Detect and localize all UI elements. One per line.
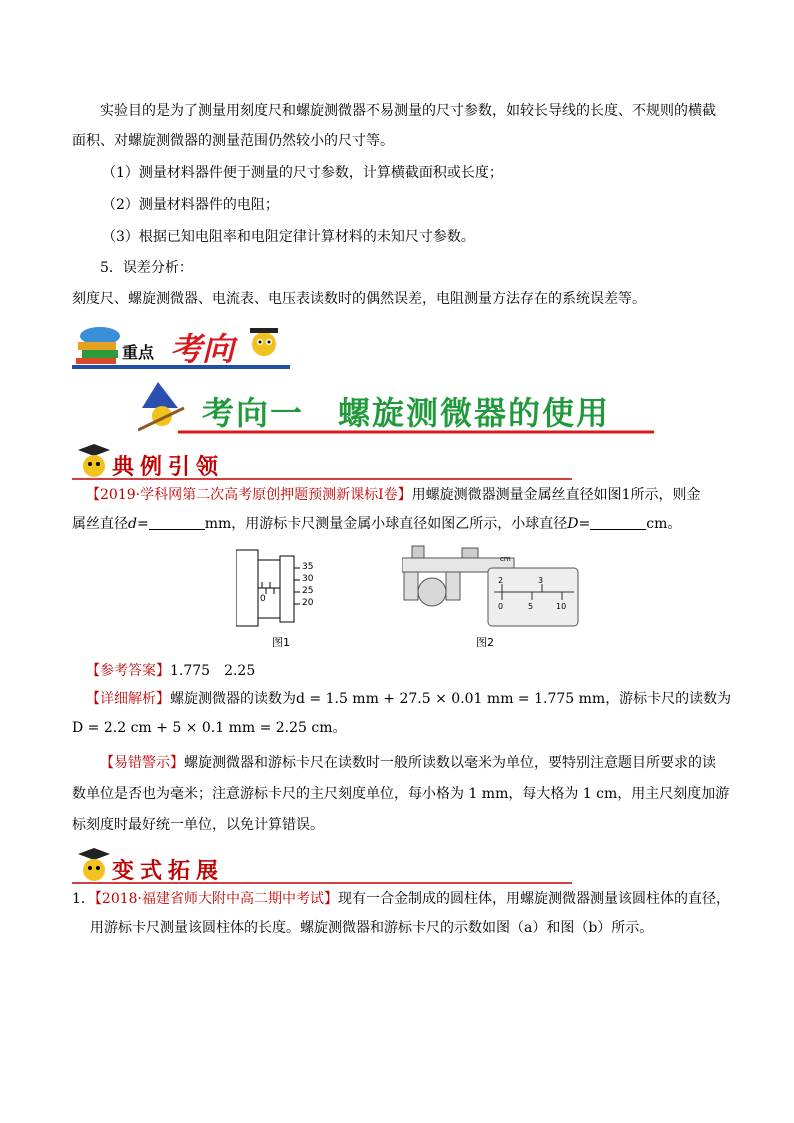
intro-line-2: 面积、对螺旋测微器的测量范围仍然较小的尺寸等。	[72, 133, 394, 149]
analysis-text-2: ，游标卡尺的读数为	[605, 691, 732, 707]
analysis-text-3: 。	[332, 720, 347, 736]
exercise-line-2: 用游标卡尺测量该圆柱体的长度。螺旋测微器和游标卡尺的示数如图（a）和图（b）所示。	[90, 920, 654, 936]
exercise-source: 【2018·福建省师大附中高二期中考试】	[94, 891, 339, 907]
caliper-figure	[402, 540, 582, 630]
analysis-line-2	[72, 718, 347, 738]
warning-label: 【易错警示】	[100, 755, 184, 771]
answer-blank-d[interactable]	[149, 515, 205, 530]
example-line-2	[72, 514, 681, 534]
analysis-label: 【详细解析】	[86, 691, 170, 707]
key-big-text: 考向	[170, 330, 235, 368]
micrometer-figure	[236, 546, 322, 628]
warning-line-3: 标刻度时最好统一单位，以免计算错误。	[72, 817, 324, 833]
answer-text: 1.775 2.25	[170, 663, 256, 679]
micro-zero: 0	[260, 594, 266, 604]
warning-line-1	[100, 753, 716, 773]
warning-line-2: 数单位是否也为毫米；注意游标卡尺的主尺刻度单位，每小格为 1 mm，每大格为 1 cm，用主尺刻度加游	[72, 786, 730, 802]
exercise-number: 1．	[72, 891, 95, 907]
variant-extension-banner	[72, 846, 572, 886]
equals-d: =	[136, 516, 149, 532]
micro-tick-30: 30	[302, 574, 314, 584]
section-5-text: 刻度尺、螺旋测微器、电流表、电压表读数时的偶然误差，电阻测量方法存在的系统误差等。	[72, 291, 646, 307]
answer-line	[86, 661, 255, 681]
section-5-heading: 5．误差分析：	[100, 260, 193, 276]
analysis-text-1: 螺旋测微器的读数为	[170, 691, 296, 707]
var-d: d	[128, 516, 137, 532]
micro-tick-20: 20	[302, 598, 314, 608]
key-small-text: 重点	[122, 343, 155, 362]
caliper-diagram	[402, 540, 582, 630]
example-lead-text: 典例引领	[112, 455, 225, 480]
variant-extension-text: 变式拓展	[112, 859, 225, 884]
example-question-a: 用螺旋测微器测量金属丝直径如图1所示，则金	[411, 487, 701, 503]
caliper-vern-0: 0	[498, 602, 504, 611]
example-line-1	[86, 485, 701, 505]
key-direction-banner	[72, 320, 290, 370]
exercise-line-1	[72, 889, 730, 909]
analysis-formula-1: d = 1.5 mm + 27.5 × 0.01 mm = 1.775 mm	[296, 691, 606, 707]
caliper-vern-10: 10	[556, 602, 567, 611]
answer-blank-D[interactable]	[590, 515, 646, 530]
equals-D: =	[578, 516, 591, 532]
intro-item-2: （2）测量材料器件的电阻；	[102, 197, 279, 213]
warning-text-1: 螺旋测微器和游标卡尺在读数时一般所读数以毫米为单位，要特别注意题目所要求的读	[184, 755, 716, 771]
example-source: 【2019·学科网第二次高考原创押题预测新课标Ⅰ卷】	[86, 487, 412, 503]
micro-tick-35: 35	[302, 562, 314, 572]
caliper-main-3: 3	[538, 576, 544, 585]
intro-item-3: （3）根据已知电阻率和电阻定律计算材料的未知尺寸参数。	[102, 229, 475, 245]
exercise-text-1: 现有一合金制成的圆柱体，用螺旋测微器测量该圆柱体的直径，	[338, 891, 731, 907]
intro-item-1: （1）测量材料器件便于测量的尺寸参数，计算横截面积或长度；	[102, 165, 503, 181]
caliper-vern-5: 5	[528, 602, 534, 611]
example-question-c: mm，用游标卡尺测量金属小球直径如图乙所示，小球直径	[204, 516, 568, 532]
figure-1-caption: 图1	[272, 636, 290, 649]
var-D: D	[567, 516, 579, 532]
topic-one-banner	[138, 378, 658, 438]
caliper-unit: cm	[500, 555, 511, 563]
example-lead-banner	[72, 442, 572, 482]
answer-label: 【参考答案】	[86, 663, 170, 679]
example-question-b: 属丝直径	[72, 516, 128, 532]
intro-line-1: 实验目的是为了测量用刻度尺和螺旋测微器不易测量的尺寸参数，如较长导线的长度、不规则的横截	[100, 103, 716, 119]
example-unit-cm: cm。	[646, 516, 682, 532]
micro-tick-25: 25	[302, 586, 314, 596]
figure-2-caption: 图2	[476, 636, 494, 649]
analysis-line-1	[86, 689, 731, 709]
analysis-formula-2: D = 2.2 cm + 5 × 0.1 mm = 2.25 cm	[72, 720, 333, 736]
topic-one-title: 考向一 螺旋测微器的使用	[202, 394, 611, 432]
caliper-main-2: 2	[498, 576, 504, 585]
